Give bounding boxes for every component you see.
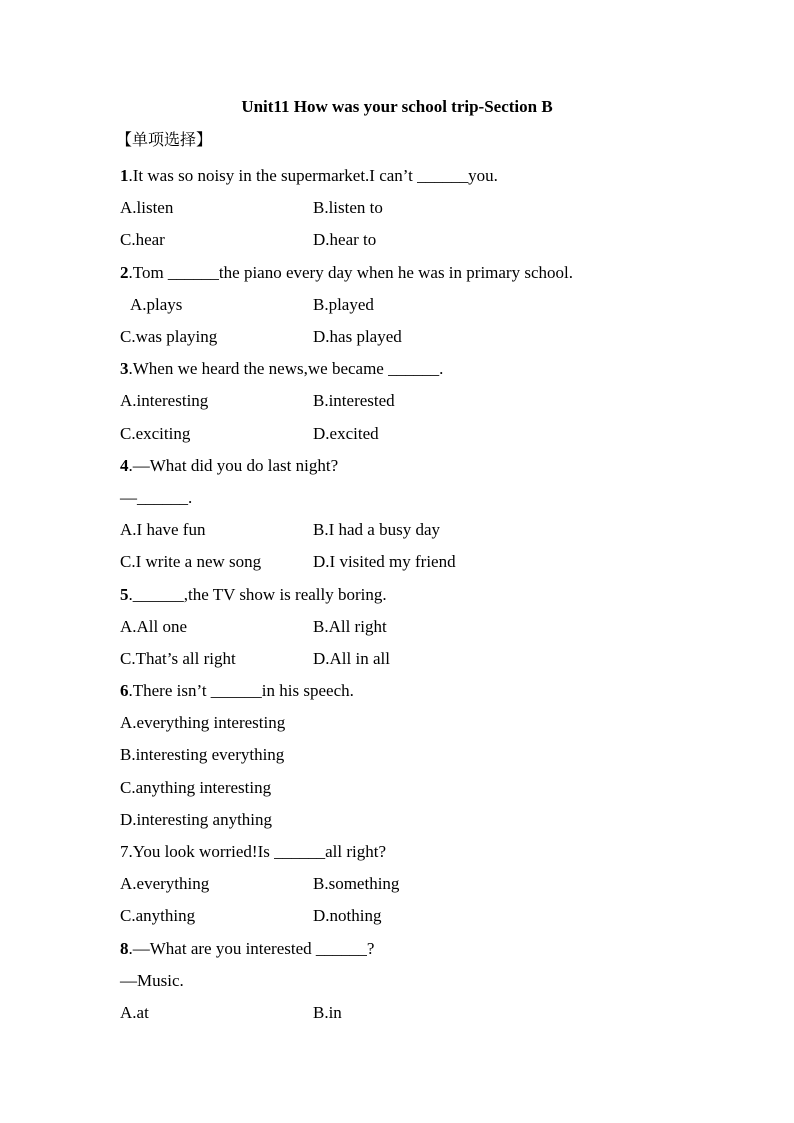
question-1	[120, 165, 498, 187]
question-8	[120, 938, 374, 960]
question-number: 8	[120, 939, 129, 958]
question-number: 1	[120, 166, 129, 185]
question-7	[120, 841, 386, 863]
option-d: D.nothing	[313, 906, 382, 925]
option-c: C.I write a new song	[120, 552, 262, 571]
option-b: B.All right	[313, 617, 387, 636]
question-number: 3	[120, 359, 129, 378]
question-number: 2	[120, 263, 129, 282]
option-a: A.All one	[120, 617, 188, 636]
option-a: A.listen	[120, 198, 174, 217]
option-b: B.something	[313, 874, 400, 893]
reply-line: —______.	[120, 488, 193, 507]
option-a: A.I have fun	[120, 520, 206, 539]
page-title: Unit11 How was your school trip-Section B	[241, 97, 553, 116]
option-a: A.interesting	[120, 391, 209, 410]
option-d: D.excited	[313, 424, 379, 443]
question-text: .When we heard the news,we became ______.	[128, 359, 444, 378]
option-c: C.exciting	[120, 424, 191, 443]
option-d: D.has played	[313, 327, 402, 346]
option-b: B.listen to	[313, 198, 383, 217]
question-number: 5	[120, 585, 129, 604]
section-label: 【单项选择】	[116, 130, 213, 149]
option-b: B.in	[313, 1003, 342, 1022]
option-d: D.interesting anything	[120, 810, 273, 829]
question-5	[120, 584, 387, 606]
option-a: A.everything interesting	[120, 713, 286, 732]
option-a: A.at	[120, 1003, 149, 1022]
question-number: 6	[120, 681, 129, 700]
question-text: .Tom ______the piano every day when he was in primary school.	[128, 263, 573, 282]
question-3	[120, 358, 443, 380]
question-text: .______,the TV show is really boring.	[128, 585, 387, 604]
question-text: .There isn’t ______in his speech.	[128, 681, 354, 700]
option-c: C.anything interesting	[120, 778, 272, 797]
option-a: A.plays	[130, 295, 183, 314]
reply-line: —Music.	[120, 971, 184, 990]
question-text: .—What are you interested ______?	[128, 939, 375, 958]
option-b: B.played	[313, 295, 374, 314]
question-number: 7	[120, 842, 129, 861]
option-c: C.That’s all right	[120, 649, 236, 668]
question-4	[120, 455, 338, 477]
question-2	[120, 262, 573, 284]
option-d: D.hear to	[313, 230, 377, 249]
option-b: B.I had a busy day	[313, 520, 441, 539]
option-c: C.anything	[120, 906, 196, 925]
option-c: C.hear	[120, 230, 165, 249]
question-text: .It was so noisy in the supermarket.I can’t ______you.	[128, 166, 498, 185]
option-d: D.I visited my friend	[313, 552, 456, 571]
option-b: B.interesting everything	[120, 745, 285, 764]
option-d: D.All in all	[313, 649, 390, 668]
question-6	[120, 680, 354, 702]
question-text: .You look worried!Is ______all right?	[128, 842, 386, 861]
option-b: B.interested	[313, 391, 395, 410]
question-text: .—What did you do last night?	[128, 456, 339, 475]
option-c: C.was playing	[120, 327, 218, 346]
option-a: A.everything	[120, 874, 210, 893]
question-number: 4	[120, 456, 129, 475]
